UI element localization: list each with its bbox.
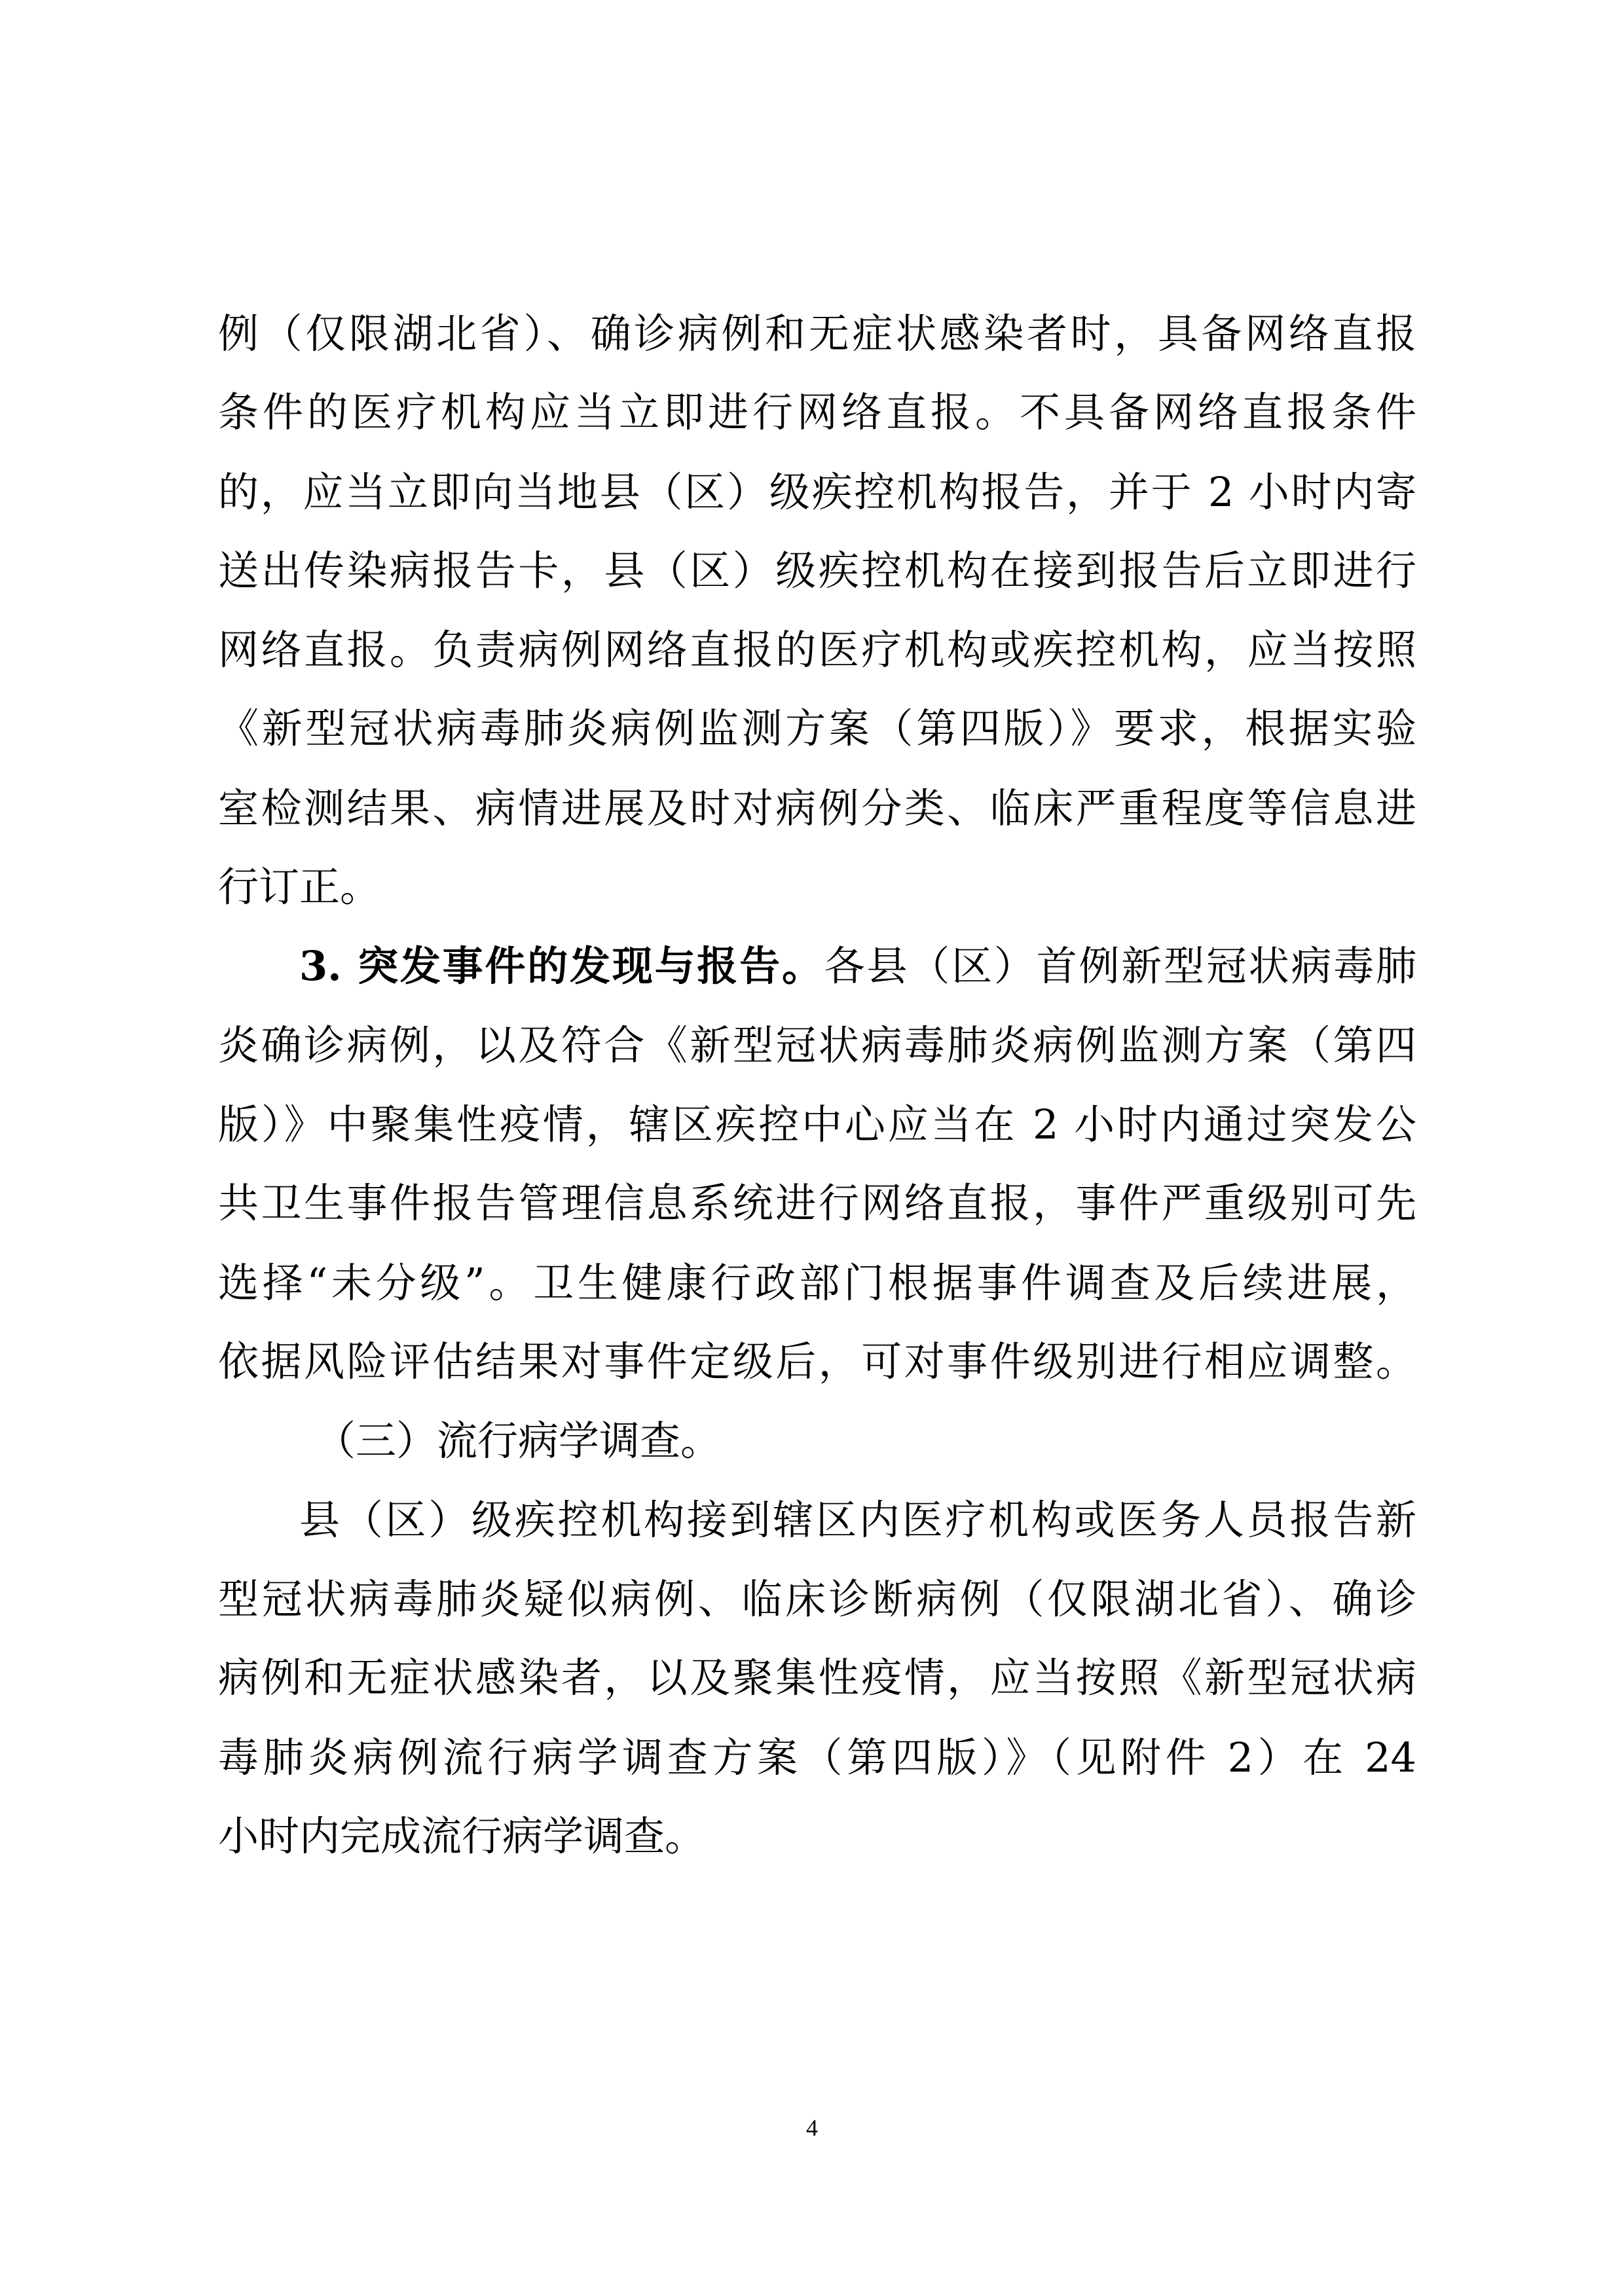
paragraph-line: 例（仅限湖北省）、确诊病例和无症状感染者时，具备网络直报 [218,310,1416,357]
paragraph-text: 各县（区）首例新型冠状病毒肺 [824,942,1416,990]
paragraph-line: 的，应当立即向当地县（区）级疾控机构报告，并于 2 小时内寄 [218,468,1416,516]
paragraph-line: 条件的医疗机构应当立即进行网络直报。不具备网络直报条件 [218,388,1416,436]
paragraph-line: 网络直报。负责病例网络直报的医疗机构或疾控机构，应当按照 [218,626,1416,674]
paragraph-line: 病例和无症状感染者，以及聚集性疫情，应当按照《新型冠状病 [218,1654,1416,1702]
paragraph-line: 送出传染病报告卡，县（区）级疾控机构在接到报告后立即进行 [218,547,1416,594]
paragraph-line: 小时内完成流行病学调查。 [218,1812,706,1860]
paragraph-line: 版）》中聚集性疫情，辖区疾控中心应当在 2 小时内通过突发公 [218,1101,1416,1148]
paragraph-line: 共卫生事件报告管理信息系统进行网络直报，事件严重级别可先 [218,1179,1416,1227]
paragraph-line: 依据风险评估结果对事件定级后，可对事件级别进行相应调整。 [218,1338,1416,1385]
section-heading-san: （三）流行病学调查。 [315,1417,722,1465]
page-number: 4 [806,2115,818,2141]
numbered-paragraph-line [299,940,1416,993]
paragraph-line: 型冠状病毒肺炎疑似病例、临床诊断病例（仅限湖北省）、确诊 [218,1575,1416,1623]
paragraph-line: 室检测结果、病情进展及时对病例分类、临床严重程度等信息进 [218,784,1416,832]
section-heading-3: 3. 突发事件的发现与报告。 [299,942,824,990]
paragraph-line: 毒肺炎病例流行病学调查方案（第四版）》（见附件 2）在 24 [218,1734,1416,1781]
paragraph-line: 炎确诊病例，以及符合《新型冠状病毒肺炎病例监测方案（第四 [218,1021,1416,1069]
paragraph-line: 选择“未分级”。卫生健康行政部门根据事件调查及后续进展， [218,1259,1416,1307]
paragraph-line: 《新型冠状病毒肺炎病例监测方案（第四版）》要求，根据实验 [218,704,1416,752]
paragraph-line: 县（区）级疾控机构接到辖区内医疗机构或医务人员报告新 [299,1496,1416,1544]
paragraph-line: 行订正。 [218,863,381,911]
